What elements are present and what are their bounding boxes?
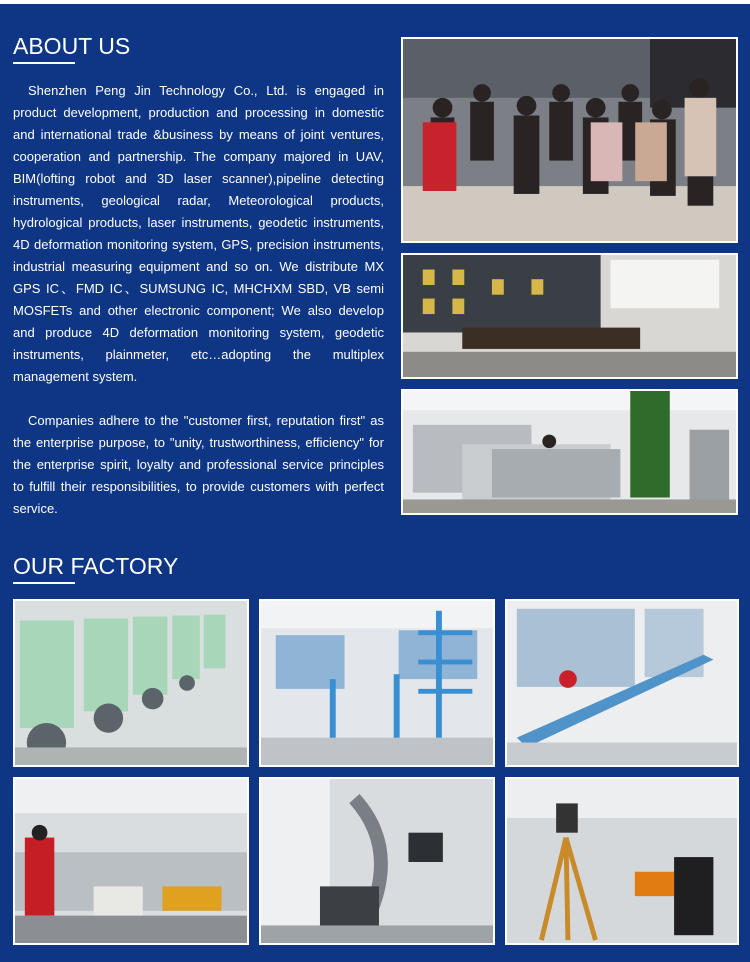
team-group-photo [401,37,738,243]
factory-photo-testing [259,777,495,945]
office-photo [401,389,738,515]
factory-photo-tripods [259,599,495,767]
about-text-block [13,80,384,520]
about-heading-underline [13,62,75,64]
showroom-photo [401,253,738,379]
about-paragraph-1: Shenzhen Peng Jin Technology Co., Ltd. is engaged in product development, production and processing in domestic and international trade &business by means of joint ventures, cooperation and partnership. The company majored in UAV, BIM(lofting robot and 3D laser scanner),pipeline detecting instruments, geological radar, Meteorological products, hydrological products, laser instruments, geodetic instruments, 4D deformation monitoring system, GPS, precision instruments, industrial measuring equipment and so on. We distribute MX GPS IC、FMD IC、SUMSUNG IC, MHCHXM SBD, VB semi MOSFETs and other electronic component; We also develop and produce 4D deformation monitoring system, geodetic instruments, plainmeter, etc…adopting the multiplex management system. [13,83,384,384]
our-factory-heading: OUR FACTORY [13,553,179,579]
about-us-heading: ABOUT US [13,33,131,59]
factory-heading-underline [13,582,75,584]
factory-photo-theodolite [505,777,739,945]
factory-photo-rail [505,599,739,767]
factory-photo-machines [13,599,249,767]
about-paragraph-2: Companies adhere to the "customer first, reputation first" as the enterprise purpose, to "unity, trustworthiness, efficiency" for the enterprise spirit, loyalty and professional service principles to fulfill their responsibilities, to provide customers with perfect service. [13,413,384,516]
factory-photo-workshop [13,777,249,945]
